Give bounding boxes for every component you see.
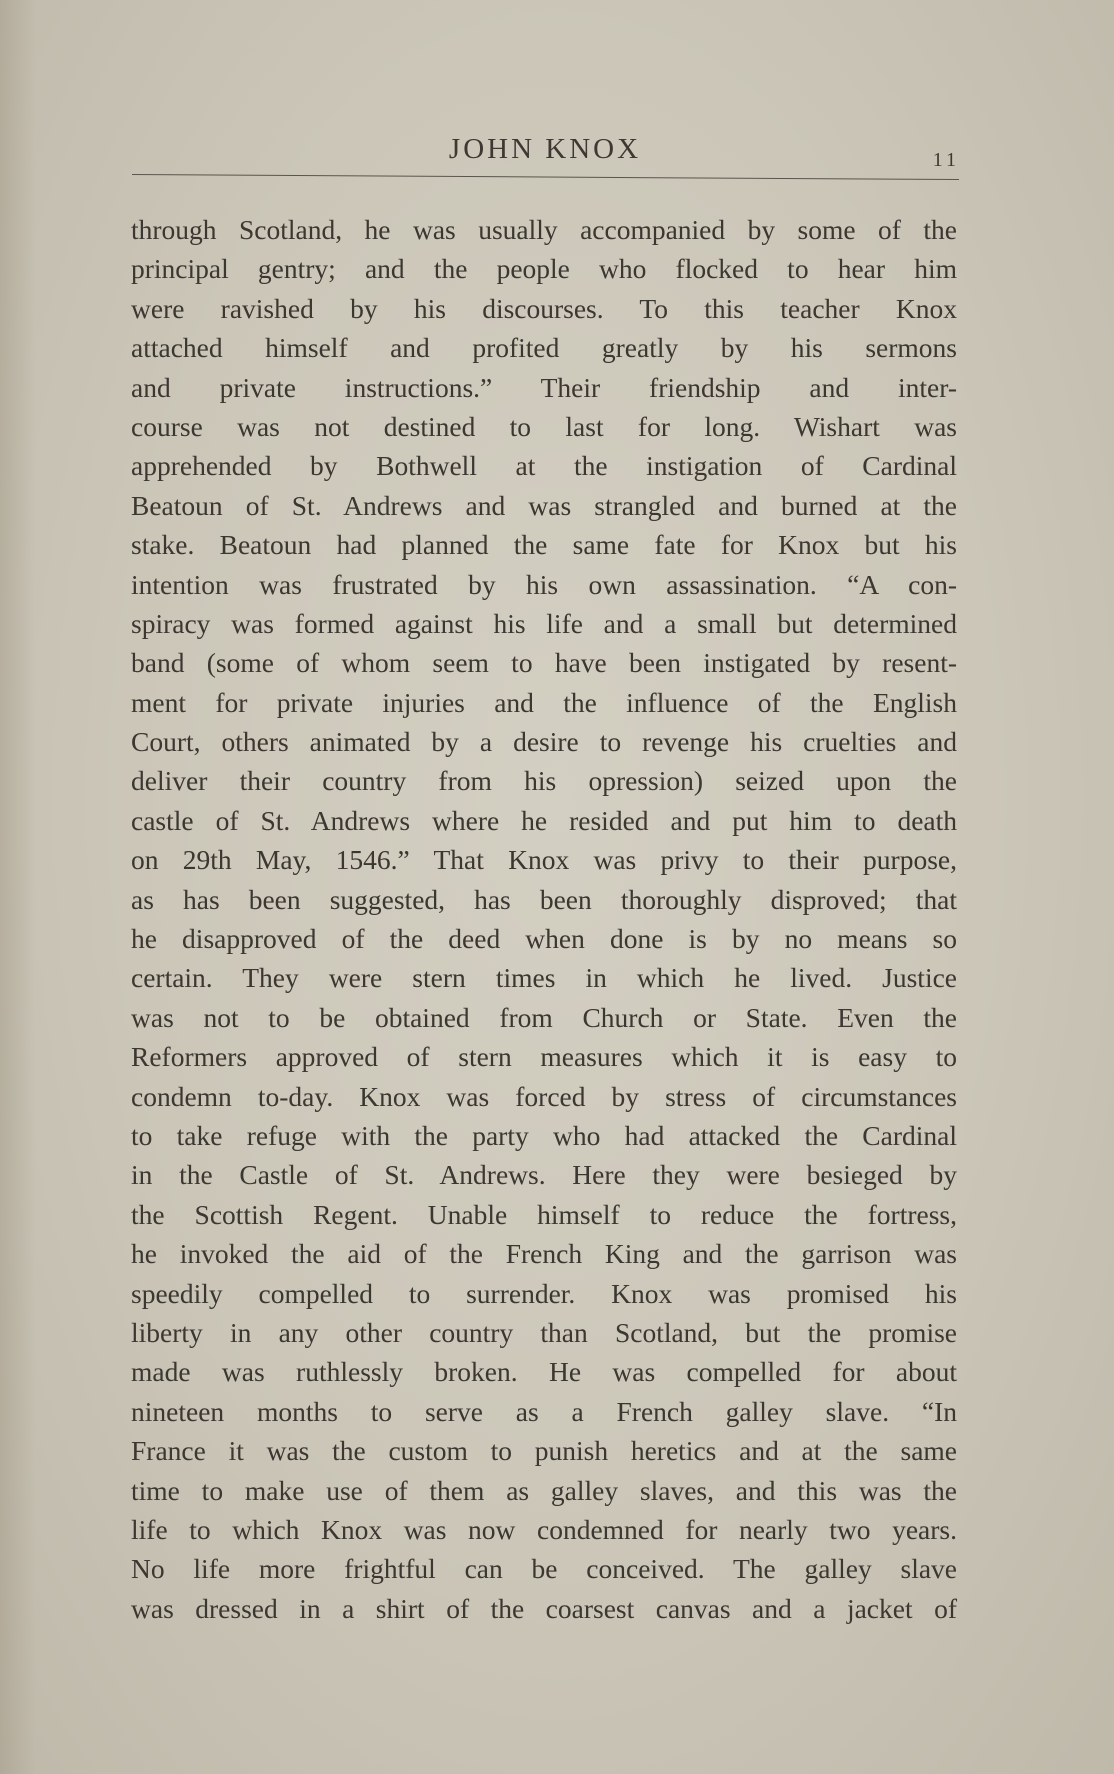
- running-title: JOHN KNOX: [448, 133, 642, 165]
- text-line: made was ruthlessly broken. He was compelled for about: [131, 1356, 957, 1388]
- text-line: nineteen months to serve as a French galley slave. “In: [131, 1395, 957, 1427]
- text-line: through Scotland, he was usually accompanied by some of the: [131, 214, 957, 245]
- text-line: castle of St. Andrews where he resided and put him to death: [131, 804, 957, 836]
- text-line: course was not destined to last for long. Wishart was: [131, 410, 957, 442]
- text-line: apprehended by Bothwell at the instigation of Cardinal: [131, 450, 957, 482]
- text-line: and private instructions.” Their friendship and inter-: [131, 371, 957, 403]
- text-line: certain. They were stern times in which he lived. Justice: [131, 962, 957, 994]
- text-line: spiracy was formed against his life and a small but determined: [131, 607, 957, 639]
- text-line: was not to be obtained from Church or State. Even the: [131, 1001, 957, 1033]
- text-line: Beatoun of St. Andrews and was strangled and burned at the: [131, 489, 957, 521]
- text-line: time to make use of them as galley slaves, and this was the: [131, 1474, 957, 1506]
- text-line: intention was frustrated by his own assassination. “A con-: [131, 568, 957, 600]
- text-line: principal gentry; and the people who flocked to hear him: [131, 253, 957, 285]
- text-line: stake. Beatoun had planned the same fate for Knox but his: [131, 529, 957, 561]
- text-line: condemn to-day. Knox was forced by stress of circumstances: [131, 1080, 957, 1112]
- text-line: band (some of whom seem to have been instigated by resent-: [131, 647, 957, 679]
- text-line: as has been suggested, has been thoroughly disproved; that: [131, 883, 957, 915]
- header-rule: [132, 174, 959, 180]
- text-line: he invoked the aid of the French King and the garrison was: [131, 1238, 957, 1270]
- page-edge-shadow: [0, 0, 36, 1774]
- text-line: liberty in any other country than Scotland, but the promise: [131, 1316, 957, 1348]
- page-number: 11: [932, 149, 960, 171]
- page-header: [130, 133, 960, 173]
- text-line: he disapproved of the deed when done is by no means so: [131, 923, 957, 955]
- text-line: life to which Knox was now condemned for nearly two years.: [131, 1513, 957, 1545]
- text-line: attached himself and profited greatly by his sermons: [131, 332, 957, 364]
- text-line: Court, others animated by a desire to revenge his cruelties and: [131, 726, 957, 758]
- text-line: on 29th May, 1546.” That Knox was privy to their purpose,: [131, 844, 957, 876]
- text-line: ment for private injuries and the influence of the English: [131, 686, 957, 718]
- body-text: [131, 210, 957, 1628]
- text-line: in the Castle of St. Andrews. Here they were besieged by: [131, 1159, 957, 1191]
- text-line: to take refuge with the party who had attacked the Cardinal: [131, 1119, 957, 1151]
- text-line: France it was the custom to punish heretics and at the same: [131, 1435, 957, 1467]
- text-line: was dressed in a shirt of the coarsest canvas and a jacket of: [131, 1592, 957, 1624]
- text-line: deliver their country from his opression) seized upon the: [131, 765, 957, 797]
- text-line: the Scottish Regent. Unable himself to reduce the fortress,: [131, 1198, 957, 1230]
- text-line: were ravished by his discourses. To this teacher Knox: [131, 292, 957, 324]
- text-line: No life more frightful can be conceived. The galley slave: [131, 1553, 957, 1585]
- text-line: Reformers approved of stern measures which it is easy to: [131, 1041, 957, 1073]
- text-line: speedily compelled to surrender. Knox was promised his: [131, 1277, 957, 1309]
